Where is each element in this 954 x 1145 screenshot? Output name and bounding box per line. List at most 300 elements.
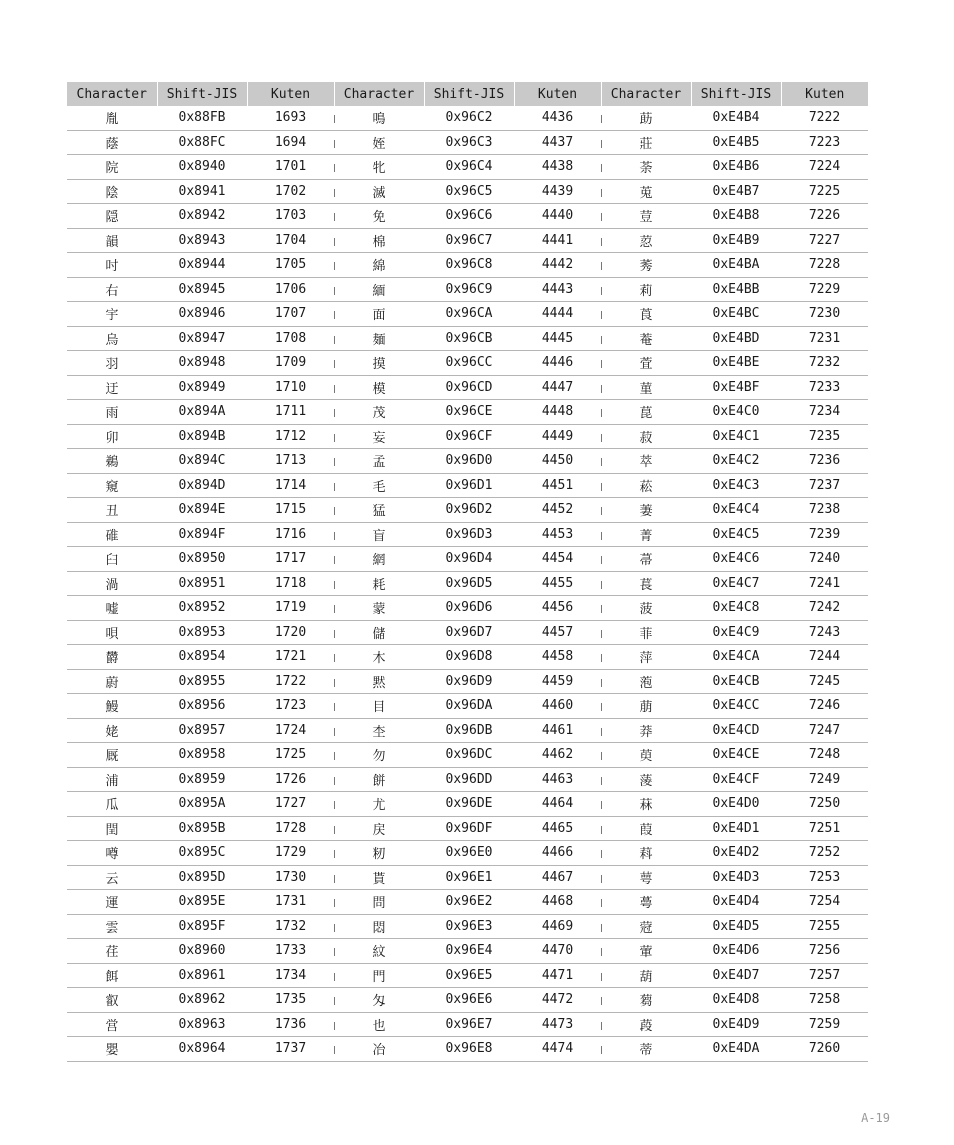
character-cell: 尤 [334,792,424,817]
kuten-cell: 4467 [514,865,601,890]
kuten-cell: 7244 [781,645,868,670]
column-header: Kuten [514,82,601,106]
kuten-cell: 4455 [514,571,601,596]
kuten-cell: 7226 [781,204,868,229]
character-cell: 冶 [334,1037,424,1062]
shift-jis-cell: 0x894D [157,473,247,498]
kuten-cell: 1707 [247,302,334,327]
table-row [67,473,868,498]
shift-jis-cell: 0x96E0 [424,841,514,866]
kuten-cell: 4457 [514,620,601,645]
character-cell: 菠 [601,596,691,621]
kuten-cell: 1712 [247,424,334,449]
kuten-cell: 1713 [247,449,334,474]
kuten-cell: 1726 [247,767,334,792]
shift-jis-cell: 0x96E4 [424,939,514,964]
shift-jis-cell: 0x96C9 [424,277,514,302]
shift-jis-cell: 0x8957 [157,718,247,743]
character-cell: 鰻 [67,694,157,719]
column-header: Shift-JIS [691,82,781,106]
shift-jis-cell: 0xE4CF [691,767,781,792]
shift-jis-cell: 0x8948 [157,351,247,376]
shift-jis-cell: 0x8951 [157,571,247,596]
column-header: Character [334,82,424,106]
character-cell: 滅 [334,179,424,204]
table-row [67,424,868,449]
kuten-cell: 7248 [781,743,868,768]
shift-jis-cell: 0x96D2 [424,498,514,523]
kuten-cell: 1735 [247,988,334,1013]
shift-jis-cell: 0xE4C7 [691,571,781,596]
character-cell: 臼 [67,547,157,572]
shift-jis-cell: 0x8942 [157,204,247,229]
character-cell: 唄 [67,620,157,645]
kuten-cell: 1723 [247,694,334,719]
shift-jis-cell: 0xE4D6 [691,939,781,964]
character-cell: 麺 [334,326,424,351]
character-cell: 茂 [334,400,424,425]
kuten-cell: 1720 [247,620,334,645]
character-cell: 碓 [67,522,157,547]
kuten-cell: 7230 [781,302,868,327]
kuten-cell: 4474 [514,1037,601,1062]
kuten-cell: 4448 [514,400,601,425]
character-cell: 葷 [601,939,691,964]
character-cell: 荏 [67,939,157,964]
table-row [67,792,868,817]
kuten-cell: 7232 [781,351,868,376]
table-row [67,694,868,719]
shift-jis-cell: 0x96D4 [424,547,514,572]
character-cell: 萼 [601,865,691,890]
shift-jis-cell: 0x8960 [157,939,247,964]
character-cell: 摸 [334,351,424,376]
shift-jis-cell: 0x8962 [157,988,247,1013]
kuten-cell: 1727 [247,792,334,817]
character-cell: 門 [334,963,424,988]
kuten-cell: 7231 [781,326,868,351]
shift-jis-cell: 0xE4B8 [691,204,781,229]
character-cell: 噂 [67,841,157,866]
character-cell: 妄 [334,424,424,449]
shift-jis-cell: 0x96E6 [424,988,514,1013]
kuten-cell: 1704 [247,228,334,253]
kuten-cell: 4464 [514,792,601,817]
shift-jis-cell: 0x96E5 [424,963,514,988]
kuten-cell: 1729 [247,841,334,866]
shift-jis-cell: 0x8949 [157,375,247,400]
shift-jis-cell: 0x8943 [157,228,247,253]
table-row [67,865,868,890]
shift-jis-cell: 0xE4CC [691,694,781,719]
column-header: Character [601,82,691,106]
kuten-cell: 4452 [514,498,601,523]
kuten-cell: 4453 [514,522,601,547]
table-row [67,351,868,376]
character-cell: 緬 [334,277,424,302]
kuten-cell: 4441 [514,228,601,253]
kuten-cell: 1724 [247,718,334,743]
character-cell: 蒙 [334,596,424,621]
kuten-cell: 4461 [514,718,601,743]
table-row [67,228,868,253]
character-cell: 菁 [601,522,691,547]
kuten-cell: 4471 [514,963,601,988]
shift-jis-cell: 0x96C2 [424,106,514,130]
kuten-cell: 4469 [514,914,601,939]
kuten-cell: 1730 [247,865,334,890]
character-cell: 閏 [67,816,157,841]
table-row [67,718,868,743]
kuten-cell: 1709 [247,351,334,376]
kuten-cell: 7253 [781,865,868,890]
character-cell: 萪 [601,841,691,866]
table-row [67,375,868,400]
kuten-cell: 4445 [514,326,601,351]
shift-jis-cell: 0x96CD [424,375,514,400]
kuten-cell: 4472 [514,988,601,1013]
table-row [67,204,868,229]
shift-jis-cell: 0xE4C6 [691,547,781,572]
table-row [67,963,868,988]
kuten-cell: 1701 [247,155,334,180]
character-cell: 運 [67,890,157,915]
kuten-cell: 1721 [247,645,334,670]
character-cell: 鳴 [334,106,424,130]
kuten-cell: 1736 [247,1012,334,1037]
shift-jis-cell: 0x8950 [157,547,247,572]
character-cell: 丑 [67,498,157,523]
shift-jis-cell: 0x96DB [424,718,514,743]
character-cell: 菫 [601,375,691,400]
character-cell: 宇 [67,302,157,327]
shift-jis-cell: 0xE4D7 [691,963,781,988]
shift-jis-cell: 0x894E [157,498,247,523]
shift-jis-cell: 0x96C6 [424,204,514,229]
shift-jis-cell: 0x96DD [424,767,514,792]
kuten-cell: 1722 [247,669,334,694]
character-cell: 荵 [601,228,691,253]
character-cell: 右 [67,277,157,302]
kuten-cell: 4439 [514,179,601,204]
character-cell: 雲 [67,914,157,939]
shift-jis-cell: 0x8955 [157,669,247,694]
shift-jis-cell: 0xE4D5 [691,914,781,939]
character-cell: 面 [334,302,424,327]
shift-jis-cell: 0xE4C9 [691,620,781,645]
table-row [67,620,868,645]
kuten-cell: 4463 [514,767,601,792]
shift-jis-cell: 0xE4B5 [691,130,781,155]
character-cell: 免 [334,204,424,229]
character-cell: 戻 [334,816,424,841]
character-cell: 菴 [601,326,691,351]
kuten-cell: 7252 [781,841,868,866]
shift-jis-cell: 0xE4CD [691,718,781,743]
kuten-cell: 4456 [514,596,601,621]
kuten-cell: 4468 [514,890,601,915]
kuten-cell: 4470 [514,939,601,964]
character-cell: 瓜 [67,792,157,817]
table-row [67,522,868,547]
kuten-cell: 7228 [781,253,868,278]
character-cell: 悶 [334,914,424,939]
kuten-cell: 7237 [781,473,868,498]
table-row [67,743,868,768]
table-body [67,106,868,1061]
kuten-cell: 7235 [781,424,868,449]
shift-jis-cell: 0x96D6 [424,596,514,621]
character-cell: 莇 [601,106,691,130]
table-row [67,277,868,302]
kuten-cell: 1693 [247,106,334,130]
table-row [67,645,868,670]
character-cell: 毛 [334,473,424,498]
shift-jis-cell: 0x96C3 [424,130,514,155]
character-cell: 菽 [601,424,691,449]
kuten-cell: 4466 [514,841,601,866]
shift-jis-cell: 0x8953 [157,620,247,645]
table-row [67,816,868,841]
shift-jis-cell: 0x8964 [157,1037,247,1062]
shift-jis-cell: 0x96E7 [424,1012,514,1037]
shift-jis-cell: 0x894A [157,400,247,425]
shift-jis-cell: 0xE4C5 [691,522,781,547]
kuten-cell: 4465 [514,816,601,841]
kuten-cell: 1694 [247,130,334,155]
kuten-cell: 7249 [781,767,868,792]
kuten-cell: 4460 [514,694,601,719]
character-cell: 目 [334,694,424,719]
character-cell: 葫 [601,963,691,988]
shift-jis-cell: 0x8940 [157,155,247,180]
kuten-cell: 4446 [514,351,601,376]
kuten-cell: 7259 [781,1012,868,1037]
table-row [67,400,868,425]
table-row [67,130,868,155]
character-cell: 葮 [601,1012,691,1037]
character-cell: 儲 [334,620,424,645]
shift-jis-cell: 0x96CF [424,424,514,449]
kuten-cell: 7229 [781,277,868,302]
character-cell: 蔚 [67,669,157,694]
character-cell: 窺 [67,473,157,498]
character-cell: 嬰 [67,1037,157,1062]
kuten-cell: 7260 [781,1037,868,1062]
shift-jis-cell: 0xE4C1 [691,424,781,449]
table-row [67,1037,868,1062]
kuten-cell: 1705 [247,253,334,278]
character-cell: 蔭 [67,130,157,155]
character-cell: 莠 [601,253,691,278]
kuten-cell: 1711 [247,400,334,425]
kuten-cell: 7239 [781,522,868,547]
shift-jis-cell: 0x8959 [157,767,247,792]
shift-jis-cell: 0xE4C2 [691,449,781,474]
kuten-cell: 1708 [247,326,334,351]
shift-jis-cell: 0x96DC [424,743,514,768]
character-cell: 杢 [334,718,424,743]
kuten-cell: 1734 [247,963,334,988]
shift-jis-cell: 0x96DE [424,792,514,817]
kuten-cell: 4436 [514,106,601,130]
character-cell: 莉 [601,277,691,302]
character-cell: 蕚 [601,890,691,915]
character-cell: 莵 [601,179,691,204]
table-row [67,571,868,596]
character-cell: 莊 [601,130,691,155]
table-row [67,106,868,130]
character-cell: 厩 [67,743,157,768]
character-cell: 猛 [334,498,424,523]
shift-jis-cell: 0x8956 [157,694,247,719]
kuten-cell: 7236 [781,449,868,474]
shift-jis-cell: 0x8947 [157,326,247,351]
kuten-cell: 4443 [514,277,601,302]
kuten-cell: 1737 [247,1037,334,1062]
character-cell: 木 [334,645,424,670]
shift-jis-cell: 0x88FC [157,130,247,155]
table-row [67,326,868,351]
kuten-cell: 4462 [514,743,601,768]
character-cell: 卯 [67,424,157,449]
kuten-cell: 4458 [514,645,601,670]
character-cell: 蒂 [601,1037,691,1062]
character-cell: 莽 [601,718,691,743]
page-number: A-19 [861,1111,890,1125]
kuten-cell: 7234 [781,400,868,425]
shift-jis-cell: 0xE4B6 [691,155,781,180]
kuten-cell: 7227 [781,228,868,253]
kuten-cell: 4454 [514,547,601,572]
shift-jis-cell: 0xE4BE [691,351,781,376]
table-row [67,767,868,792]
character-cell: 羽 [67,351,157,376]
character-cell: 萋 [601,498,691,523]
character-cell: 蔆 [601,767,691,792]
kuten-cell: 7233 [781,375,868,400]
shift-jis-cell: 0x96E3 [424,914,514,939]
kuten-cell: 7242 [781,596,868,621]
character-cell: 模 [334,375,424,400]
shift-jis-cell: 0x8961 [157,963,247,988]
character-cell: 荼 [601,155,691,180]
character-cell: 菷 [601,547,691,572]
character-cell: 菎 [601,400,691,425]
character-cell: 牝 [334,155,424,180]
shift-jis-cell: 0xE4D3 [691,865,781,890]
shift-jis-cell: 0xE4C3 [691,473,781,498]
shift-jis-cell: 0xE4B7 [691,179,781,204]
kuten-cell: 7240 [781,547,868,572]
kuten-cell: 7247 [781,718,868,743]
character-cell: 紋 [334,939,424,964]
character-cell: 萇 [601,571,691,596]
table-row [67,498,868,523]
table-header-row [67,82,868,106]
kuten-cell: 1703 [247,204,334,229]
kuten-cell: 7250 [781,792,868,817]
kuten-cell: 4442 [514,253,601,278]
shift-jis-cell: 0x8963 [157,1012,247,1037]
shift-jis-cell: 0x96DF [424,816,514,841]
character-cell: 雨 [67,400,157,425]
kuten-cell: 7238 [781,498,868,523]
shift-jis-cell: 0xE4BC [691,302,781,327]
character-cell: 勿 [334,743,424,768]
kuten-cell: 4459 [514,669,601,694]
shift-jis-cell: 0x96E8 [424,1037,514,1062]
character-cell: 云 [67,865,157,890]
character-cell: 渦 [67,571,157,596]
shift-jis-cell: 0xE4D0 [691,792,781,817]
character-cell: 孟 [334,449,424,474]
character-cell: 嘘 [67,596,157,621]
table-row [67,179,868,204]
kuten-cell: 1715 [247,498,334,523]
kuten-cell: 1725 [247,743,334,768]
character-cell: 盲 [334,522,424,547]
kuten-cell: 1706 [247,277,334,302]
character-cell: 烏 [67,326,157,351]
table-row [67,841,868,866]
table-row [67,449,868,474]
shift-jis-code-table [67,82,868,1062]
character-cell: 貰 [334,865,424,890]
shift-jis-cell: 0x8944 [157,253,247,278]
character-cell: 網 [334,547,424,572]
shift-jis-cell: 0x96CA [424,302,514,327]
character-cell: 萢 [601,669,691,694]
shift-jis-cell: 0xE4C0 [691,400,781,425]
shift-jis-cell: 0x894F [157,522,247,547]
shift-jis-cell: 0xE4CE [691,743,781,768]
shift-jis-cell: 0x96CC [424,351,514,376]
shift-jis-cell: 0xE4BA [691,253,781,278]
column-header: Kuten [247,82,334,106]
column-header: Shift-JIS [157,82,247,106]
character-cell: 胤 [67,106,157,130]
kuten-cell: 1731 [247,890,334,915]
character-cell: 問 [334,890,424,915]
character-cell: 餌 [67,963,157,988]
shift-jis-cell: 0x895E [157,890,247,915]
character-cell: 荳 [601,204,691,229]
character-cell: 院 [67,155,157,180]
shift-jis-cell: 0xE4B9 [691,228,781,253]
character-cell: 迂 [67,375,157,400]
kuten-cell: 4440 [514,204,601,229]
shift-jis-cell: 0x895C [157,841,247,866]
character-cell: 叡 [67,988,157,1013]
shift-jis-cell: 0x96D7 [424,620,514,645]
table-row [67,669,868,694]
character-cell: 餅 [334,767,424,792]
kuten-cell: 7254 [781,890,868,915]
kuten-cell: 1717 [247,547,334,572]
shift-jis-cell: 0x96C7 [424,228,514,253]
shift-jis-cell: 0x8958 [157,743,247,768]
kuten-cell: 7256 [781,939,868,964]
kuten-cell: 1702 [247,179,334,204]
character-cell: 也 [334,1012,424,1037]
shift-jis-cell: 0x96E2 [424,890,514,915]
character-cell: 莨 [601,302,691,327]
kuten-cell: 7257 [781,963,868,988]
kuten-cell: 4473 [514,1012,601,1037]
kuten-cell: 4450 [514,449,601,474]
shift-jis-cell: 0x96C5 [424,179,514,204]
